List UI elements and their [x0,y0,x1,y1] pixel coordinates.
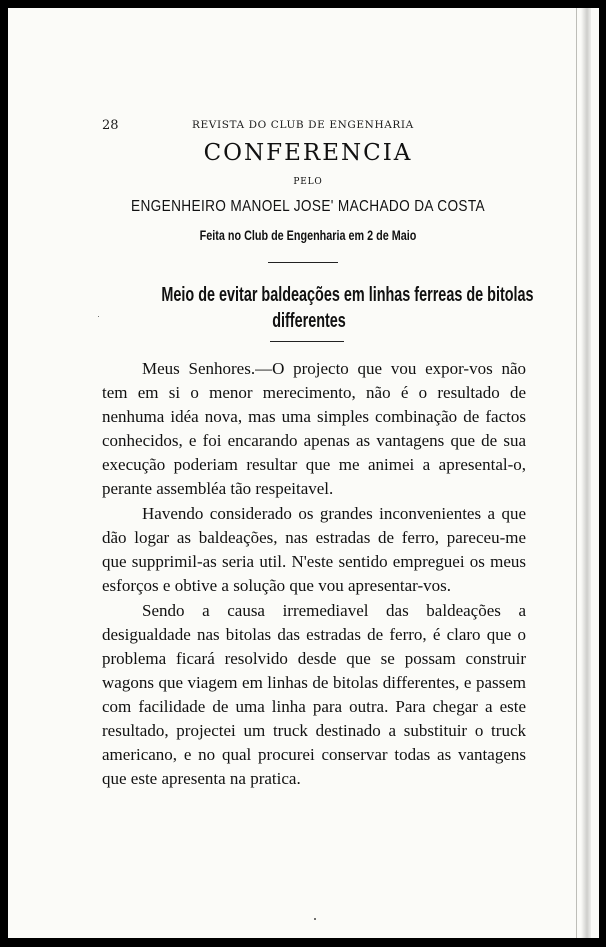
paragraph: Sendo a causa irremediavel das baldeações a desigualdade nas bitolas das estradas de ferro, é claro que o problema ficará resolvido desde que se possam construir wagons que viagem em linhas de bitolas differentes, e passem com facilidade de uma linha para outra. Para chegar a este resultado, projectei um truck destinado a substituir o truck americano, e no qual procurei conservar todas as vantagens que este apresenta na pratica. [102,601,526,788]
paragraph: Meus Senhores.—O projecto que vou expor-vos não tem em si o menor merecimento, não é o resultado de nenhuma idéa nova, mas uma simples combinação de factos conhecidos, e foi encarando apenas as vantagens que de sua execução poderiam resultar que me animei a apresental-o, perante assembléa tão respeitavel. [102,359,526,498]
print-speck [314,918,316,920]
divider-rule [270,341,344,342]
print-speck [98,316,99,317]
paragraph: Havendo considerado os grandes inconvenientes a que dão logar as baldeações, nas estradas de ferro, pareceu-me que supprimil-as seria util. N'este sentido empreguei os meus esforços e obtive a solução que vou apresentar-vos. [102,504,526,595]
section-title-line-2: differentes [272,310,346,332]
event-subtitle: Feita no Club de Engenharia em 2 de Maio [199,228,417,243]
running-head: REVISTA DO CLUB DE ENGENHARIA [192,119,414,131]
author-line: ENGENHEIRO MANOEL JOSE' MACHADO DA COSTA [131,198,485,215]
book-gutter-edge [576,8,599,938]
section-title [161,282,534,334]
body-text [102,357,526,791]
divider-rule [268,262,338,263]
section-title-line-1: Meio de evitar baldeações em linhas ferreas de bitolas [161,284,534,306]
page-number: 28 [102,118,119,133]
title-pelo: PELO [293,177,323,187]
article-title: CONFERENCIA [203,140,413,166]
